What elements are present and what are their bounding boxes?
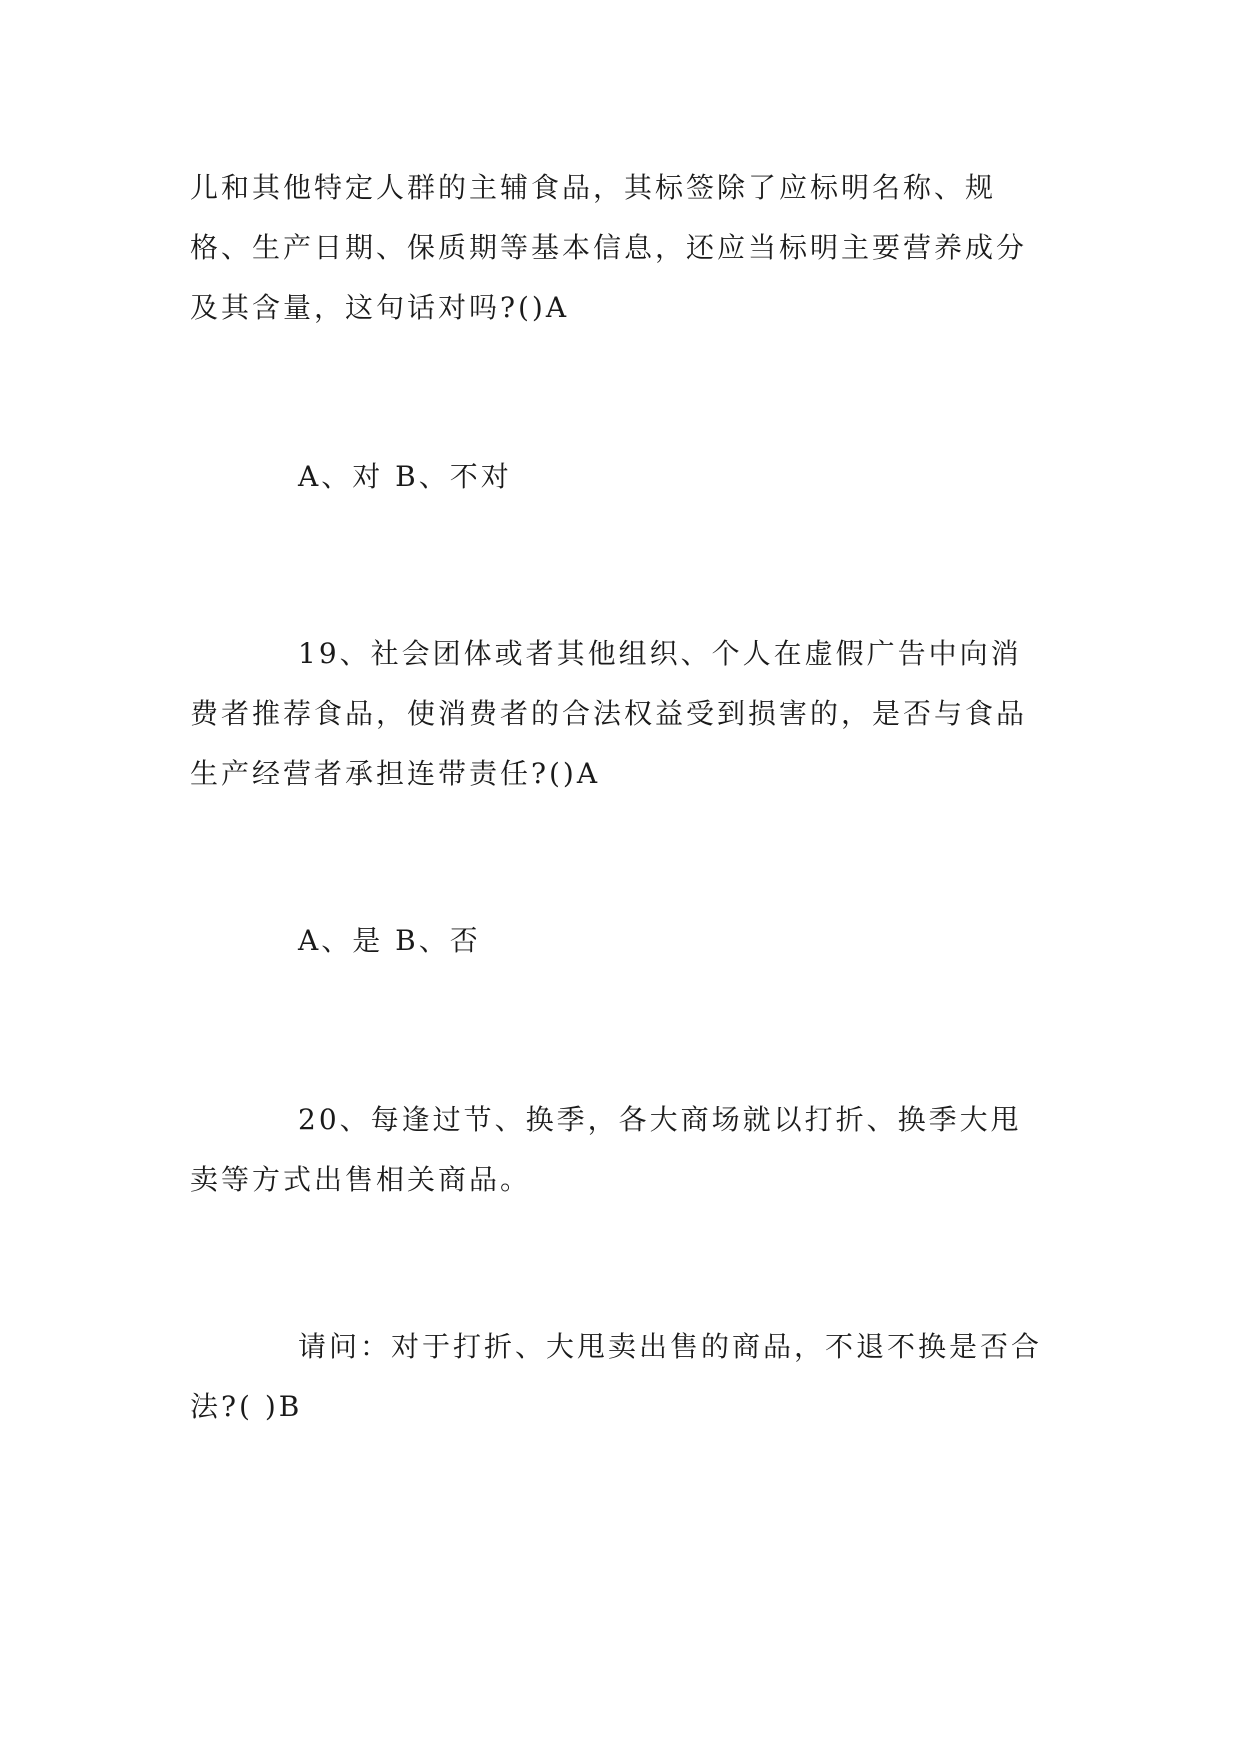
question-20-context: 20、每逢过节、换季，各大商场就以打折、换季大甩卖等方式出售相关商品。 <box>190 1103 1022 1196</box>
question-18-options: A、对 B、不对 <box>298 460 512 493</box>
question-18-text-continued: 儿和其他特定人群的主辅食品，其标签除了应标明名称、规格、生产日期、保质期等基本信息，还应当标明主要营养成分及其含量，这句话对吗?()A <box>190 171 1028 324</box>
question-19-text: 19、社会团体或者其他组织、个人在虚假广告中向消费者推荐食品，使消费者的合法权益受到损害的，是否与食品生产经营者承担连带责任?()A <box>190 637 1028 790</box>
question-19-options: A、是 B、否 <box>298 924 481 957</box>
question-20-text: 请问：对于打折、大甩卖出售的商品，不退不换是否合法?( )B <box>190 1330 1043 1423</box>
